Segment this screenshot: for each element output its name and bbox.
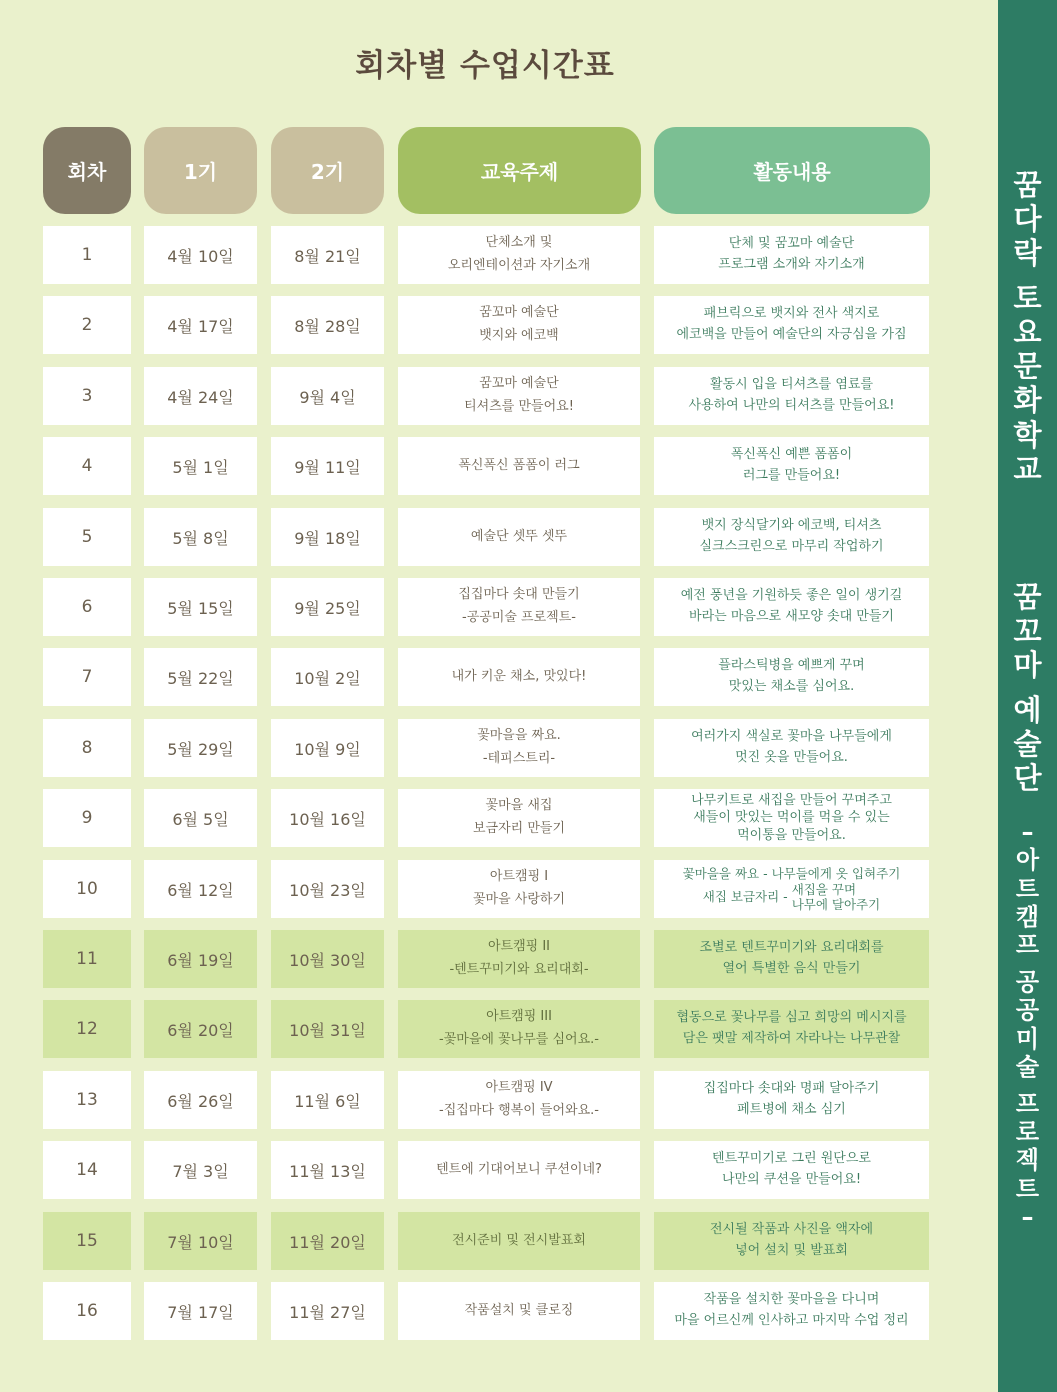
topic-line: 꽃마을 새집 <box>485 798 553 814</box>
topic-cell <box>398 648 640 706</box>
term1-date: 5월 8일 <box>144 508 257 566</box>
topic-line: 폭신폭신 폼폼이 러그 <box>458 457 580 473</box>
sidebar-project-name <box>998 818 1057 1231</box>
activity-line: 멋진 옷을 만들어요. <box>735 750 848 765</box>
activity-cell <box>654 789 929 847</box>
sidebar-char: 마 <box>1013 648 1042 683</box>
sidebar-char: 미 <box>1015 1024 1040 1053</box>
topic-line: 꽃마을을 짜요. <box>477 728 561 744</box>
term1-date: 5월 29일 <box>144 719 257 777</box>
header-term2: 2기 <box>271 127 384 214</box>
sidebar-char: 프 <box>1015 1089 1040 1118</box>
table-row <box>0 437 990 495</box>
term1-date: 7월 17일 <box>144 1282 257 1340</box>
sidebar-char: 다 <box>1013 202 1042 237</box>
topic-line: 아트캠핑 III <box>486 1009 552 1025</box>
activity-cell <box>654 1071 929 1129</box>
topic-cell <box>398 789 640 847</box>
topic-line: 아트캠핑 II <box>487 939 551 955</box>
session-number: 13 <box>43 1071 131 1129</box>
activity-line: 러그를 만들어요! <box>742 468 841 483</box>
term1-date: 5월 15일 <box>144 578 257 636</box>
term1-date: 5월 22일 <box>144 648 257 706</box>
sidebar-char: 트 <box>1015 1174 1040 1203</box>
sidebar-char: 로 <box>1015 1117 1040 1146</box>
topic-line: -공공미술 프로젝트- <box>462 610 576 625</box>
activity-line: 프로그램 소개와 자기소개 <box>718 257 865 272</box>
activity-cell <box>654 719 929 777</box>
activity-cell <box>654 508 929 566</box>
topic-line: 집집마다 솟대 만들기 <box>458 587 580 603</box>
activity-line: 패브릭으로 뱃지와 전사 색지로 <box>703 306 880 322</box>
term1-date: 4월 24일 <box>144 367 257 425</box>
term2-date: 10월 2일 <box>271 648 384 706</box>
topic-cell <box>398 578 640 636</box>
topic-line: 꽃마을 사랑하기 <box>472 892 566 907</box>
table-row <box>0 1212 990 1270</box>
sidebar-char: 토 <box>1013 280 1042 315</box>
topic-line: 오리엔테이션과 자기소개 <box>447 258 591 273</box>
session-number: 2 <box>43 296 131 354</box>
term1-date: 4월 10일 <box>144 226 257 284</box>
sidebar-char: 공 <box>1015 996 1040 1025</box>
activity-cell <box>654 578 929 636</box>
topic-cell <box>398 930 640 988</box>
activity-cell <box>654 1212 929 1270</box>
term2-date: 8월 28일 <box>271 296 384 354</box>
topic-line: -텐트꾸미기와 요리대회- <box>449 962 589 977</box>
table-row <box>0 719 990 777</box>
term1-date: 6월 5일 <box>144 789 257 847</box>
topic-line: 뱃지와 에코백 <box>479 328 559 343</box>
session-number: 6 <box>43 578 131 636</box>
activity-line: 담은 팻말 제작하여 자라나는 나무관찰 <box>682 1031 901 1046</box>
term2-date: 10월 9일 <box>271 719 384 777</box>
term1-date: 6월 12일 <box>144 860 257 918</box>
sidebar-char: 공 <box>1015 967 1040 996</box>
term2-date: 8월 21일 <box>271 226 384 284</box>
activity-line: 나만의 쿠션을 만들어요! <box>721 1172 862 1187</box>
activity-line: 여러가지 색실로 꽃마을 나무들에게 <box>691 729 892 745</box>
term2-date: 10월 31일 <box>271 1000 384 1058</box>
activity-cell <box>654 226 929 284</box>
activity-line: 맛있는 채소를 심어요. <box>728 679 855 694</box>
activity-line: 폭신폭신 예쁜 폼폼이 <box>730 447 853 463</box>
term1-date: 6월 20일 <box>144 1000 257 1058</box>
activity-line: 텐트꾸미기로 그린 원단으로 <box>712 1151 871 1167</box>
activity-line: 먹이통을 만들어요. <box>737 827 846 843</box>
sidebar-char: 락 <box>1013 236 1042 271</box>
topic-cell <box>398 296 640 354</box>
sidebar-school-name <box>998 168 1057 486</box>
sidebar-char: 예 <box>1013 692 1042 727</box>
activity-line: 집집마다 솟대와 명패 달아주기 <box>703 1081 880 1097</box>
sidebar-char: 단 <box>1013 761 1042 796</box>
term1-date: 7월 10일 <box>144 1212 257 1270</box>
activity-cell <box>654 1000 929 1058</box>
topic-line: 단체소개 및 <box>485 235 553 251</box>
topic-line: 내가 키운 채소, 맛있다! <box>451 668 587 684</box>
topic-cell <box>398 1000 640 1058</box>
topic-line: 예술단 셋뚜 셋뚜 <box>470 528 568 544</box>
term2-date: 10월 30일 <box>271 930 384 988</box>
activity-subdetail <box>792 882 881 912</box>
session-number: 1 <box>43 226 131 284</box>
activity-line: 페트병에 채소 심기 <box>737 1102 846 1117</box>
topic-cell <box>398 719 640 777</box>
session-number: 10 <box>43 860 131 918</box>
activity-line: 꽃마을을 짜요 - 나무들에게 옷 입혀주기 <box>682 865 901 881</box>
term2-date: 9월 4일 <box>271 367 384 425</box>
table-row <box>0 1000 990 1058</box>
sidebar-char <box>998 271 1057 281</box>
term2-date: 9월 25일 <box>271 578 384 636</box>
sidebar-char: 젝 <box>1015 1146 1040 1175</box>
term1-date: 5월 1일 <box>144 437 257 495</box>
header-activity: 활동내용 <box>654 127 930 214</box>
sidebar-char: 술 <box>1015 1052 1040 1081</box>
activity-cell <box>654 367 929 425</box>
activity-line: 열어 특별한 음식 만들기 <box>722 961 861 976</box>
term2-date: 11월 20일 <box>271 1212 384 1270</box>
sidebar-char: – <box>1021 1202 1034 1231</box>
page-title: 회차별 수업시간표 <box>355 48 615 84</box>
sidebar-char: 학 <box>1013 417 1042 452</box>
table-row <box>0 648 990 706</box>
activity-line: 작품을 설치한 꽃마을을 다니며 <box>703 1292 880 1308</box>
sidebar-char <box>998 1081 1057 1089</box>
topic-cell <box>398 1282 640 1340</box>
topic-cell <box>398 1212 640 1270</box>
activity-line: 마을 어르신께 인사하고 마지막 수업 정리 <box>674 1313 909 1328</box>
activity-line: 예전 풍년을 기원하듯 좋은 일이 생기길 <box>680 588 903 604</box>
activity-cell <box>654 860 929 918</box>
sidebar-char <box>998 960 1057 968</box>
activity-cell <box>654 296 929 354</box>
sidebar-char: 문 <box>1013 349 1042 384</box>
topic-cell <box>398 508 640 566</box>
activity-cell <box>654 648 929 706</box>
activity-line: 나무에 달아주기 <box>791 897 881 913</box>
table-row <box>0 789 990 847</box>
session-number: 8 <box>43 719 131 777</box>
activity-line: 뱃지 장식달기와 에코백, 티셔츠 <box>701 518 882 534</box>
term1-date: 6월 19일 <box>144 930 257 988</box>
topic-cell <box>398 437 640 495</box>
header-term1: 1기 <box>144 127 257 214</box>
table-row <box>0 860 990 918</box>
sidebar-banner <box>998 0 1057 1392</box>
activity-subgroup <box>703 882 880 912</box>
term2-date: 10월 16일 <box>271 789 384 847</box>
term2-date: 9월 11일 <box>271 437 384 495</box>
term1-date: 6월 26일 <box>144 1071 257 1129</box>
table-row <box>0 930 990 988</box>
topic-line: -집집마다 행복이 들어와요.- <box>439 1103 599 1118</box>
term2-date: 9월 18일 <box>271 508 384 566</box>
topic-line: 아트캠핑 IV <box>485 1080 553 1096</box>
topic-line: 보금자리 만들기 <box>472 821 566 836</box>
activity-line: 플라스틱병을 예쁘게 꾸며 <box>718 658 865 674</box>
term2-date: 11월 6일 <box>271 1071 384 1129</box>
topic-line: 꿈꼬마 예술단 <box>479 376 559 392</box>
activity-line: 협동으로 꽃나무를 심고 희망의 메시지를 <box>676 1010 907 1026</box>
session-number: 14 <box>43 1141 131 1199</box>
sidebar-char: 교 <box>1013 451 1042 486</box>
session-number: 5 <box>43 508 131 566</box>
sidebar-char: 술 <box>1013 727 1042 762</box>
activity-cell <box>654 1282 929 1340</box>
topic-line: 티셔츠를 만들어요! <box>464 399 574 414</box>
term2-date: 11월 27일 <box>271 1282 384 1340</box>
table-row <box>0 1282 990 1340</box>
session-number: 15 <box>43 1212 131 1270</box>
activity-line: 실크스크린으로 마무리 작업하기 <box>699 539 884 554</box>
activity-line: 에코백을 만들어 예술단의 자긍심을 가짐 <box>676 327 907 342</box>
sidebar-char: 꿈 <box>1013 580 1042 614</box>
activity-cell <box>654 930 929 988</box>
sidebar-char: 요 <box>1013 315 1042 350</box>
topic-cell <box>398 226 640 284</box>
activity-line: 바라는 마음으로 새모양 솟대 만들기 <box>689 609 894 624</box>
topic-cell <box>398 860 640 918</box>
sidebar-char: 캠 <box>1015 902 1040 931</box>
activity-line: 조별로 텐트꾸미기와 요리대회를 <box>699 940 884 956</box>
session-number: 7 <box>43 648 131 706</box>
sidebar-char: 꼬 <box>1013 614 1042 649</box>
activity-line: 넣어 설치 및 발표회 <box>735 1243 848 1258</box>
activity-line: 나무키트로 새집을 만들어 꾸며주고 <box>691 792 892 808</box>
topic-line: 텐트에 기대어보니 쿠션이네? <box>436 1161 602 1177</box>
sidebar-char: 아 <box>1015 846 1040 875</box>
topic-cell <box>398 1071 640 1129</box>
table-row <box>0 1071 990 1129</box>
activity-line: 새집 보금자리 - <box>702 889 788 904</box>
term1-date: 4월 17일 <box>144 296 257 354</box>
activity-line: 단체 및 꿈꼬마 예술단 <box>728 236 855 252</box>
session-number: 12 <box>43 1000 131 1058</box>
topic-cell <box>398 367 640 425</box>
session-number: 16 <box>43 1282 131 1340</box>
sidebar-char: 프 <box>1015 931 1040 960</box>
topic-line: -꽃마을에 꽃나무를 심어요.- <box>439 1032 599 1047</box>
topic-line: 꿈꼬마 예술단 <box>479 305 559 321</box>
table-row <box>0 226 990 284</box>
activity-cell <box>654 1141 929 1199</box>
topic-line: -테피스트리- <box>482 751 556 766</box>
table-row <box>0 578 990 636</box>
header-topic: 교육주제 <box>398 127 641 214</box>
sidebar-char <box>998 683 1057 693</box>
activity-line: 활동시 입을 티셔츠를 염료를 <box>709 377 874 393</box>
term2-date: 10월 23일 <box>271 860 384 918</box>
topic-line: 아트캠핑 I <box>489 869 549 885</box>
topic-cell <box>398 1141 640 1199</box>
sidebar-char: – <box>1021 818 1034 846</box>
activity-line: 사용하여 나만의 티셔츠를 만들어요! <box>688 398 895 413</box>
sidebar-char: 꿈 <box>1013 168 1042 202</box>
term1-date: 7월 3일 <box>144 1141 257 1199</box>
activity-line: 전시될 작품과 사진을 액자에 <box>709 1222 874 1238</box>
sidebar-char: 트 <box>1015 874 1040 903</box>
topic-line: 작품설치 및 클로징 <box>464 1302 574 1318</box>
term2-date: 11월 13일 <box>271 1141 384 1199</box>
session-number: 11 <box>43 930 131 988</box>
session-number: 4 <box>43 437 131 495</box>
session-number: 3 <box>43 367 131 425</box>
header-session: 회차 <box>43 127 131 214</box>
activity-line: 새들이 맛있는 먹이를 먹을 수 있는 <box>693 810 890 826</box>
table-row <box>0 296 990 354</box>
table-row <box>0 508 990 566</box>
topic-line: 전시준비 및 전시발표회 <box>452 1232 586 1248</box>
activity-cell <box>654 437 929 495</box>
sidebar-group-name <box>998 580 1057 795</box>
table-row <box>0 1141 990 1199</box>
session-number: 9 <box>43 789 131 847</box>
activity-line: 새집을 꾸며 <box>791 882 857 898</box>
table-row <box>0 367 990 425</box>
sidebar-char: 화 <box>1013 383 1042 418</box>
